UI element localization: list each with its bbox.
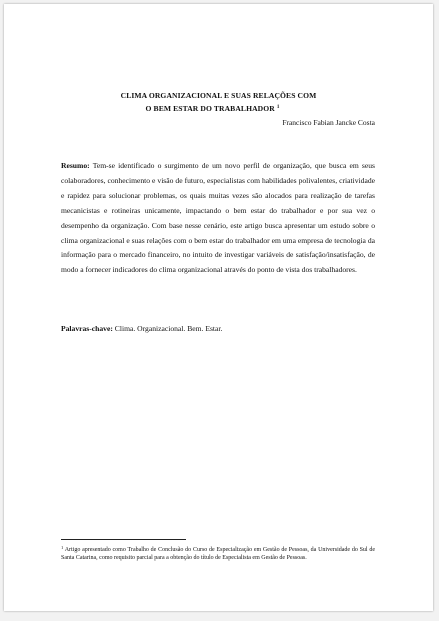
title-line-1: CLIMA ORGANIZACIONAL E SUAS RELAÇÕES COM [120, 91, 317, 100]
footnote-divider [61, 539, 186, 540]
document-title [4, 90, 433, 115]
abstract-paragraph [61, 159, 375, 278]
keywords-label: Palavras-chave: [61, 324, 113, 333]
keywords-text: Clima. Organizacional. Bem. Estar. [114, 324, 223, 333]
title-line-2: O BEM ESTAR DO TRABALHADOR [145, 104, 275, 113]
author-name: Francisco Fabian Jancke Costa [282, 118, 375, 127]
footnote-text: Artigo apresentado como Trabalho de Conclusão do Curso de Especialização em Gestão de Pessoas, da Universidade do Sul de Santa Catarina, como requisito parcial para a obtenção do título de Especialista em Gestão de Pessoas. [61, 547, 376, 562]
footnote-mark: 1 [61, 545, 64, 550]
footnote [61, 544, 375, 563]
abstract-text: Tem-se identificado o surgimento de um novo perfil de organização, que busca em seus colaboradores, conhecimento e visão de futuro, especialistas com habilidades polivalentes, criatividade e rapidez para solucionar problemas, os quais muitas vezes são alocados para realização de tarefas mecanicistas e rotineiras unicamente, impactando o bem estar do trabalhador e por sua vez o desempenho da organização. Com base nesse cenário, este artigo busca apresentar um estudo sobre o clima organizacional e suas relações com o bem estar do trabalhador em uma empresa de tecnologia da informação para o mercado financeiro, no intuito de investigar variáveis de satisfação/insatisfação, de modo a fornecer indicadores do clima organizacional através do ponto de vista dos trabalhadores. [61, 161, 376, 275]
title-footnote-mark[interactable]: 1 [276, 105, 280, 110]
abstract-label: Resumo: [61, 161, 90, 170]
keywords-line [61, 323, 375, 335]
title-line-2-wrap [4, 102, 433, 115]
document-page [4, 4, 433, 611]
